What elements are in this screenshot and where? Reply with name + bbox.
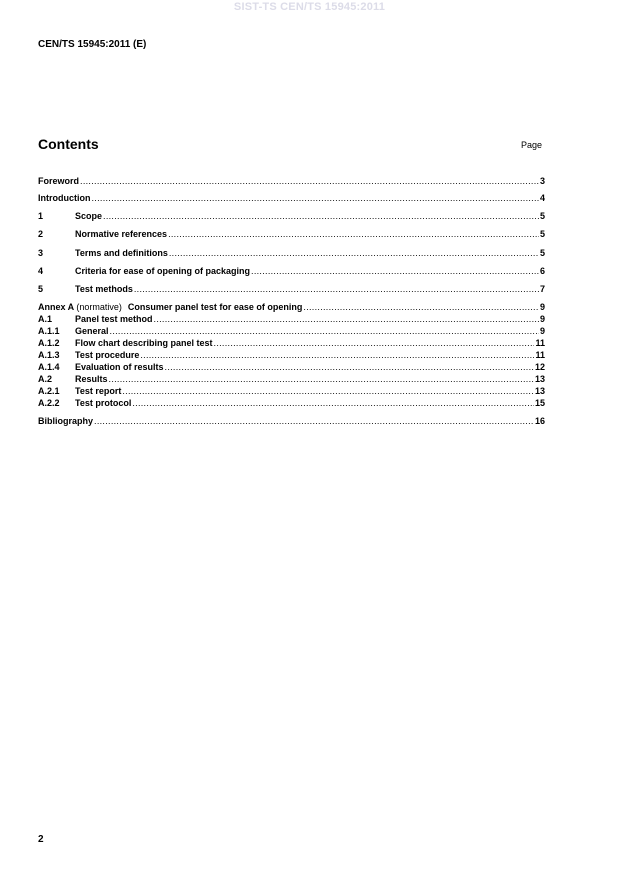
toc-title: Test methods xyxy=(75,284,133,294)
toc-entry-a1-4[interactable] xyxy=(38,362,545,373)
contents-title: Contents xyxy=(38,136,99,152)
toc-title: Test report xyxy=(75,386,122,396)
watermark: SIST-TS CEN/TS 15945:2011 xyxy=(233,1,386,13)
toc-number: A.1.4 xyxy=(38,362,60,372)
toc-number: 3 xyxy=(38,248,44,258)
toc-number: A.2.1 xyxy=(38,386,60,396)
toc-page: 9 xyxy=(539,302,545,312)
toc-leader xyxy=(140,350,534,361)
toc-title: Normative references xyxy=(75,229,168,239)
toc-title: Terms and definitions xyxy=(75,248,168,258)
toc-leader xyxy=(132,398,534,409)
toc-page: 12 xyxy=(534,362,545,372)
toc-leader xyxy=(251,266,539,277)
toc-leader xyxy=(122,386,534,397)
toc-number: 5 xyxy=(38,284,44,294)
toc-page: 4 xyxy=(539,193,545,203)
toc-leader xyxy=(103,211,539,222)
toc-entry-a2-1[interactable] xyxy=(38,386,545,397)
toc-number: A.1.3 xyxy=(38,350,60,360)
toc-leader xyxy=(303,302,539,313)
toc-title xyxy=(38,302,302,313)
toc-title: Flow chart describing panel test xyxy=(75,338,213,348)
toc-page: 5 xyxy=(539,211,545,221)
toc-page: 13 xyxy=(534,386,545,396)
toc-page: 15 xyxy=(534,398,545,408)
toc-page: 5 xyxy=(539,229,545,239)
toc-title: Evaluation of results xyxy=(75,362,164,372)
toc-title: Results xyxy=(75,374,108,384)
toc-leader xyxy=(214,338,535,349)
toc-entry-a2[interactable] xyxy=(38,374,545,385)
annex-label: Annex A xyxy=(38,302,74,312)
toc-entry-annex-a[interactable] xyxy=(38,302,545,313)
toc-title: Test procedure xyxy=(75,350,140,360)
toc-entry-normative-references[interactable] xyxy=(38,229,545,240)
toc-title: Test protocol xyxy=(75,398,132,408)
toc-leader xyxy=(94,416,534,427)
toc-leader xyxy=(169,248,539,259)
document-id: CEN/TS 15945:2011 (E) xyxy=(38,39,147,50)
toc-number: A.2.2 xyxy=(38,398,60,408)
toc-title: Criteria for ease of opening of packaging xyxy=(75,266,251,276)
toc-page: 5 xyxy=(539,248,545,258)
toc-page: 16 xyxy=(534,416,545,426)
toc-leader xyxy=(80,176,539,187)
toc-entry-a1-2[interactable] xyxy=(38,338,545,349)
toc-title: Introduction xyxy=(38,193,91,203)
toc-number: 2 xyxy=(38,229,44,239)
toc-leader xyxy=(110,326,539,337)
toc-page: 9 xyxy=(539,326,545,336)
toc-leader xyxy=(168,229,539,240)
toc-leader xyxy=(134,284,539,295)
toc-title: Foreword xyxy=(38,176,80,186)
toc-entry-test-methods[interactable] xyxy=(38,284,545,295)
page-column-label: Page xyxy=(521,140,543,150)
toc-title: Scope xyxy=(75,211,103,221)
toc-page: 9 xyxy=(539,314,545,324)
toc-page: 13 xyxy=(534,374,545,384)
toc-leader xyxy=(154,314,539,325)
toc-entry-scope[interactable] xyxy=(38,211,545,222)
toc-page: 3 xyxy=(539,176,545,186)
toc-leader xyxy=(109,374,534,385)
toc-entry-criteria[interactable] xyxy=(38,266,545,277)
annex-title: Consumer panel test for ease of opening xyxy=(127,302,303,312)
toc-page: 6 xyxy=(539,266,545,276)
toc-title: General xyxy=(75,326,109,336)
toc-entry-a1-3[interactable] xyxy=(38,350,545,361)
toc-number: 1 xyxy=(38,211,44,221)
toc-leader xyxy=(92,193,539,204)
toc-number: A.1.2 xyxy=(38,338,60,348)
toc-number: 4 xyxy=(38,266,44,276)
toc-page: 11 xyxy=(535,350,545,360)
toc-number: A.1 xyxy=(38,314,53,324)
page-number: 2 xyxy=(38,834,44,845)
toc-entry-foreword[interactable] xyxy=(38,176,545,187)
toc-entry-introduction[interactable] xyxy=(38,193,545,204)
toc-number: A.2 xyxy=(38,374,53,384)
toc-entry-a1-1[interactable] xyxy=(38,326,545,337)
toc-entry-terms-definitions[interactable] xyxy=(38,248,545,259)
toc-page: 7 xyxy=(539,284,545,294)
toc-page: 11 xyxy=(535,338,545,348)
toc-entry-bibliography[interactable] xyxy=(38,416,545,427)
toc-leader xyxy=(165,362,534,373)
toc-entry-a2-2[interactable] xyxy=(38,398,545,409)
toc-entry-a1[interactable] xyxy=(38,314,545,325)
annex-note: (normative) xyxy=(76,302,122,312)
toc-number: A.1.1 xyxy=(38,326,60,336)
toc-title: Bibliography xyxy=(38,416,94,426)
toc-title: Panel test method xyxy=(75,314,153,324)
